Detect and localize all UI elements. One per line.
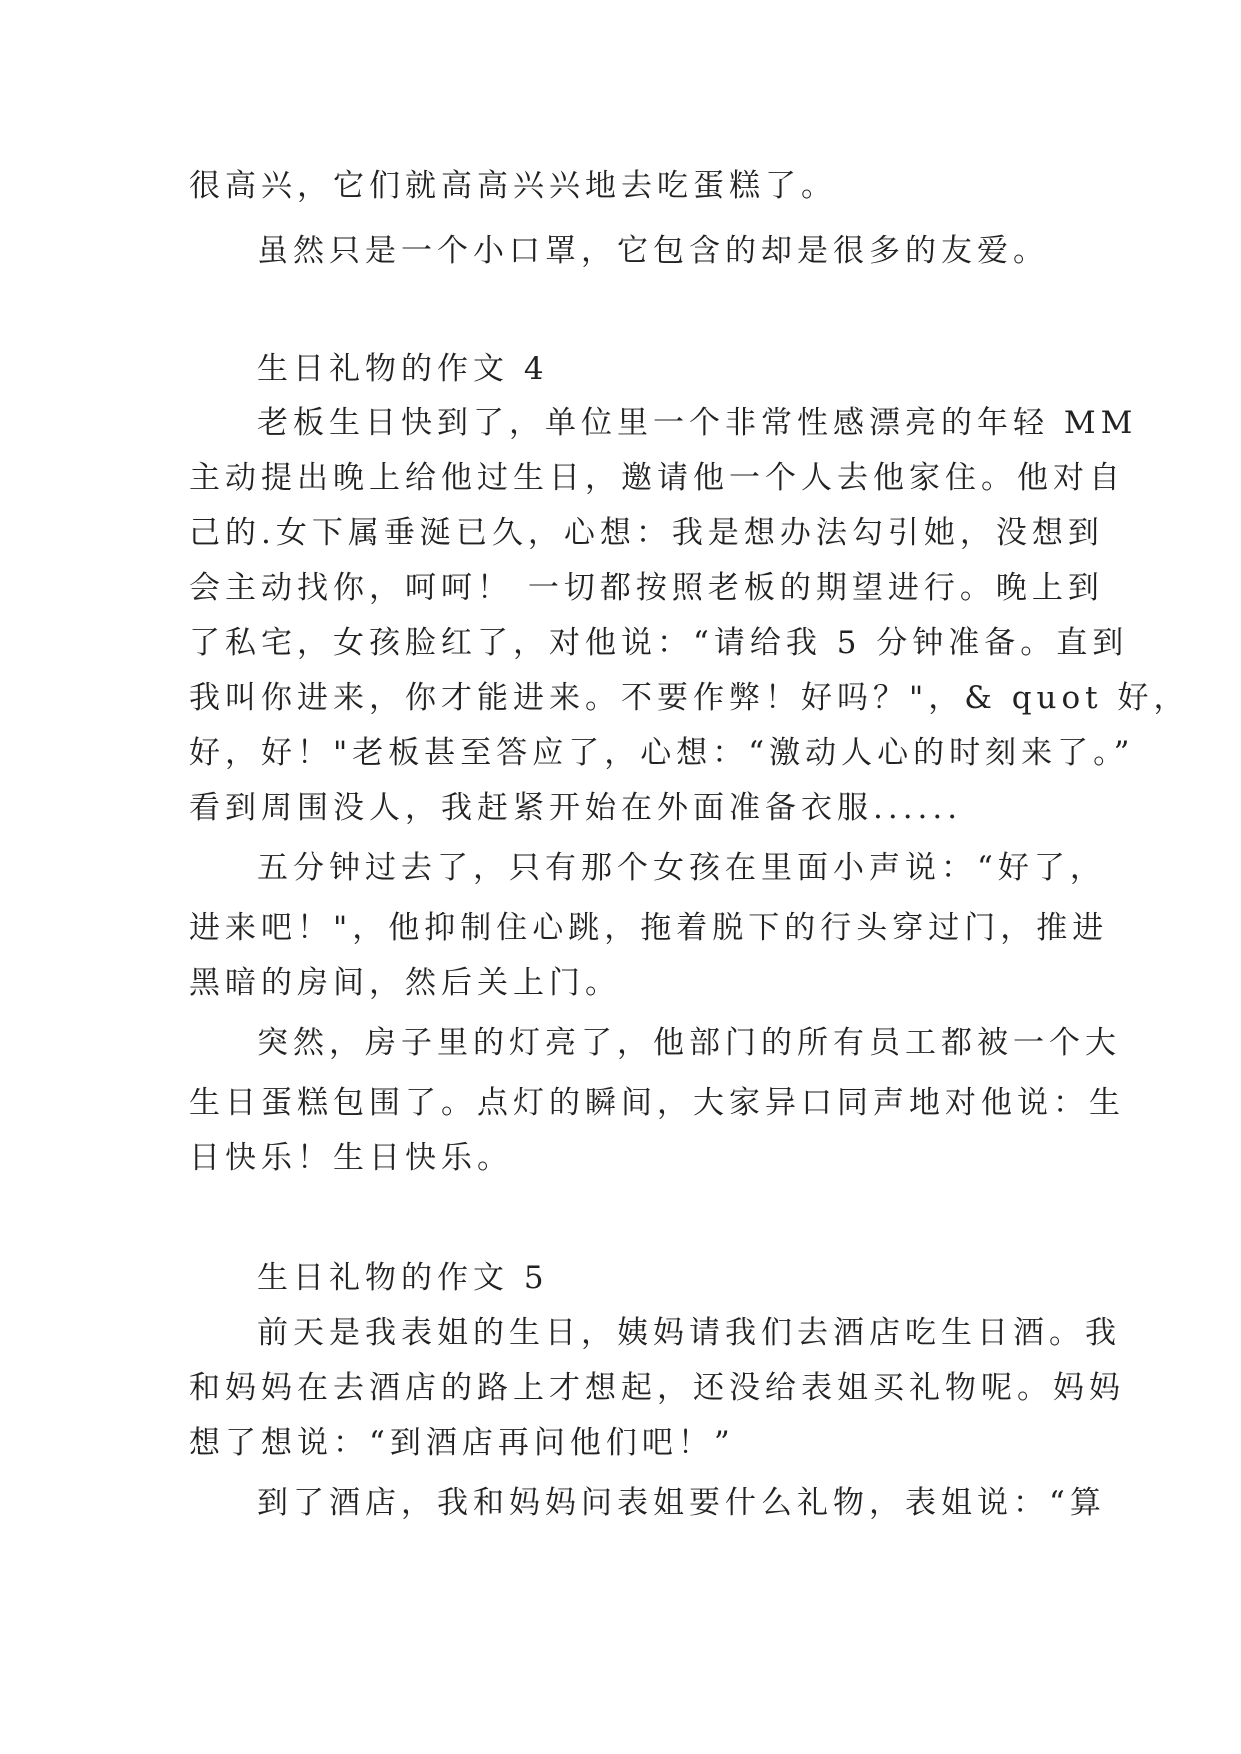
paragraph-line: 了私宅，女孩脸红了，对他说：“请给我 5 分钟准备。直到: [189, 625, 1129, 661]
paragraph-line: 和妈妈在去酒店的路上才想起，还没给表姐买礼物呢。妈妈: [189, 1370, 1125, 1406]
paragraph-line: 老板生日快到了，单位里一个非常性感漂亮的年轻 MM: [257, 405, 1138, 441]
paragraph-line: 很高兴，它们就高高兴兴地去吃蛋糕了。: [189, 168, 837, 204]
section-heading: 生日礼物的作文 5: [257, 1260, 549, 1296]
paragraph-line: 想了想说：“到酒店再问他们吧！”: [189, 1425, 735, 1461]
paragraph-line: 看到周围没人，我赶紧开始在外面准备衣服......: [189, 790, 963, 826]
paragraph-line: 到了酒店，我和妈妈问表姐要什么礼物，表姐说：“算: [257, 1485, 1106, 1521]
paragraph-line: 生日蛋糕包围了。点灯的瞬间，大家异口同声地对他说：生: [189, 1085, 1125, 1121]
paragraph-line: 前天是我表姐的生日，姨妈请我们去酒店吃生日酒。我: [257, 1315, 1121, 1351]
paragraph-line: 进来吧！"，他抑制住心跳，拖着脱下的行头穿过门，推进: [189, 910, 1109, 946]
paragraph-line: 主动提出晚上给他过生日，邀请他一个人去他家住。他对自: [189, 460, 1125, 496]
paragraph-line: 日快乐！生日快乐。: [189, 1140, 513, 1176]
paragraph-line: 突然，房子里的灯亮了，他部门的所有员工都被一个大: [257, 1025, 1121, 1061]
paragraph-line: 会主动找你，呵呵！ 一切都按照老板的期望进行。晚上到: [189, 570, 1104, 606]
paragraph-line: 己的.女下属垂涎已久，心想：我是想办法勾引她，没想到: [189, 515, 1104, 551]
paragraph-line: 五分钟过去了，只有那个女孩在里面小声说：“好了，: [257, 850, 1106, 886]
paragraph-line: 虽然只是一个小口罩，它包含的却是很多的友爱。: [257, 233, 1049, 269]
section-heading: 生日礼物的作文 4: [257, 351, 549, 387]
paragraph-line: 黑暗的房间，然后关上门。: [189, 965, 621, 1001]
paragraph-line: 我叫你进来，你才能进来。不要作弊！好吗？"，& quot 好，: [189, 680, 1190, 716]
paragraph-line: 好，好！"老板甚至答应了，心想：“激动人心的时刻来了。”: [189, 735, 1135, 771]
